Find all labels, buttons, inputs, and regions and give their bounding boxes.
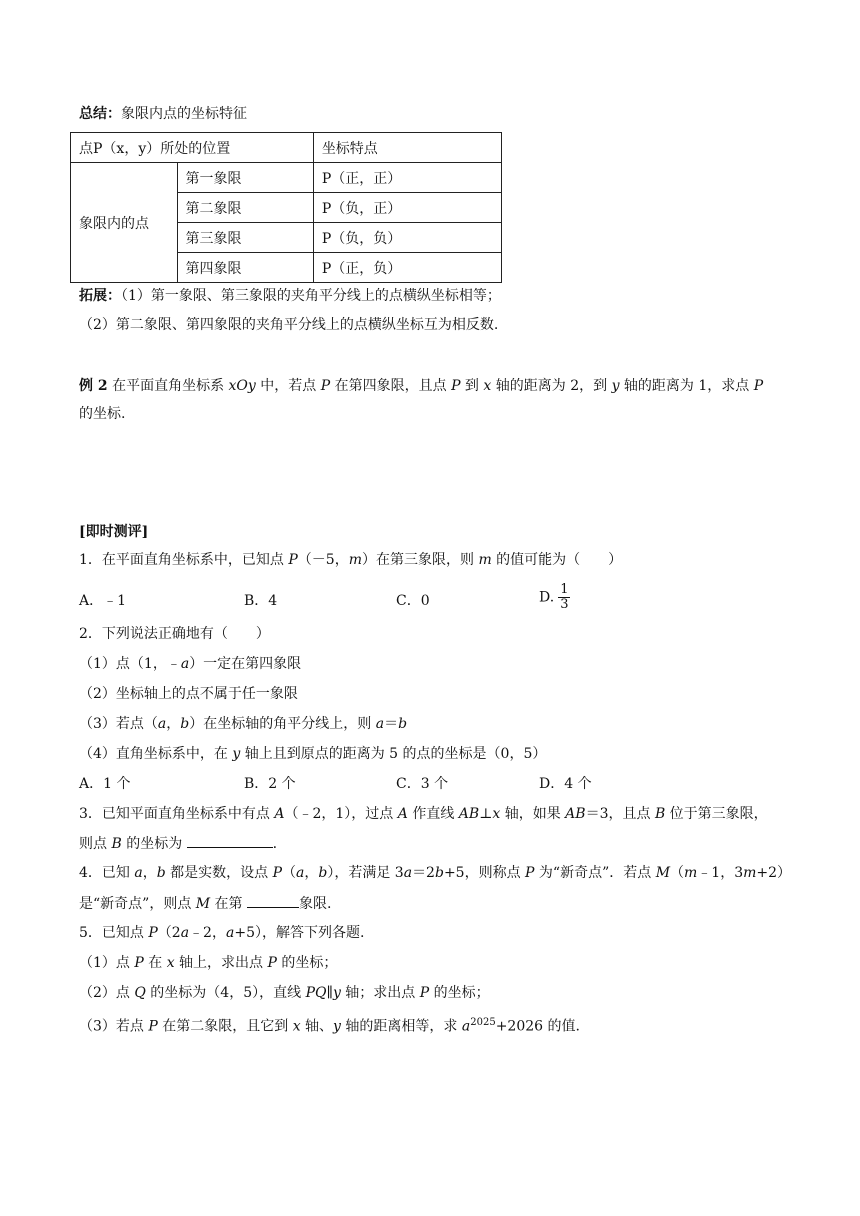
quadrant-sign-table — [70, 132, 502, 283]
math-variable: m — [478, 552, 492, 568]
math-variable: P — [320, 378, 331, 394]
math-variable: AB — [565, 806, 586, 822]
q1-option-b: B．4 — [244, 593, 278, 609]
header-position: 点P（x，y）所处的位置 — [71, 133, 314, 163]
question-3-line-2 — [79, 833, 277, 854]
text-run: 3 — [560, 597, 569, 612]
math-variable: P — [525, 865, 535, 881]
answer-blank — [247, 893, 299, 908]
question-5-stem — [79, 923, 364, 943]
text-run: . — [272, 836, 278, 852]
text-run: 在第二象限，且它到 — [157, 1018, 293, 1035]
feature-cell: P（负，正） — [313, 193, 501, 223]
math-variable: b — [398, 716, 408, 732]
text-run: 轴、 — [300, 1018, 334, 1035]
text-run: （1）第一象限、第三象限的夹角平分线上的点横纵坐标相等； — [121, 288, 501, 304]
math-variable: a — [180, 656, 190, 672]
math-variable: b — [318, 865, 328, 881]
math-variable: P — [148, 1018, 158, 1035]
math-variable: a — [180, 925, 190, 941]
math-variable: P — [272, 865, 283, 881]
math-variable: y — [611, 378, 620, 394]
example2-line-1 — [79, 376, 763, 396]
text-run: （3）若点（ — [79, 716, 158, 732]
math-variable: x — [483, 378, 492, 394]
math-variable: a — [225, 925, 235, 941]
text-run: （3）若点 — [79, 1018, 149, 1035]
text-run: 轴上，求出点 — [174, 955, 268, 971]
text-run: （﹣2，1），过点 — [284, 806, 398, 822]
math-variable: P — [148, 925, 158, 941]
text-run: 2025 — [470, 1017, 496, 1028]
feature-cell: P（正，负） — [313, 253, 501, 283]
text-run: （1）点（1，﹣ — [79, 656, 181, 672]
text-run: （2）点 — [79, 985, 135, 1001]
text-run: ， — [304, 865, 319, 881]
text-run: D. — [539, 589, 555, 606]
math-variable: A — [397, 806, 408, 822]
q2-statement-2: （2）坐标轴上的点不属于任一象限 — [79, 686, 298, 702]
text-run: 的坐标； — [429, 985, 490, 1001]
text-run: （ — [282, 865, 297, 881]
math-variable: m — [348, 552, 362, 568]
math-variable: a — [375, 716, 385, 732]
q1-option-c: C．0 — [396, 593, 430, 609]
text-run: +2） — [756, 865, 792, 881]
text-run: 的值可能为（ ） — [491, 552, 623, 568]
quadrant-cell: 第三象限 — [177, 223, 313, 253]
text-run: ⊥ — [479, 806, 493, 822]
q2-statement-3 — [79, 714, 407, 734]
math-variable: P — [451, 378, 461, 394]
feature-cell: P（正，正） — [313, 163, 501, 193]
text-run: ）在第三象限，则 — [361, 552, 479, 568]
summary-title: 象限内点的坐标特征 — [121, 106, 247, 122]
text-run: +5），解答下列各题. — [234, 925, 365, 941]
q5-part-2 — [79, 983, 490, 1003]
math-variable: B — [111, 836, 122, 852]
text-run: ＝2 — [412, 865, 435, 881]
math-variable: AB — [458, 806, 480, 822]
q1-option-a: A．﹣1 — [79, 593, 127, 609]
summary-label: 总结： — [79, 106, 121, 122]
question-4-line-1 — [79, 863, 791, 883]
text-run: ），若满足 3 — [327, 865, 404, 881]
math-variable: y — [332, 985, 341, 1001]
text-run: 作直线 — [407, 806, 459, 822]
text-run: ）在坐标轴的角平分线上，则 — [189, 716, 376, 732]
quadrant-cell: 第一象限 — [177, 163, 313, 193]
text-run: （2 — [157, 925, 181, 941]
math-variable: M — [195, 896, 211, 912]
math-variable: x — [166, 955, 175, 971]
text-run: 是“新奇点”，则点 — [79, 896, 196, 912]
text-run: 轴上且到原点的距离为 5 的点的坐标是（0，5） — [240, 746, 547, 762]
text-run: 都是实数，设点 — [165, 865, 273, 881]
math-variable: y — [333, 1018, 341, 1035]
quiz-heading: [即时测评] — [79, 524, 149, 540]
table-row — [71, 163, 502, 193]
math-variable: b — [180, 716, 190, 732]
text-run: 在第 — [210, 896, 248, 912]
summary-heading — [79, 104, 247, 124]
answer-blank — [187, 833, 273, 848]
math-variable: M — [655, 865, 671, 881]
text-run: 轴的距离为 1，求点 — [619, 378, 754, 394]
text-run: 位于第三象限， — [665, 806, 768, 822]
text-run: 轴的距离相等，求 — [340, 1018, 462, 1035]
math-variable: P — [267, 955, 277, 971]
text-run: 在 — [143, 955, 167, 971]
text-run: 中，若点 — [255, 378, 321, 394]
text-run: （4）直角坐标系中，在 — [79, 746, 233, 762]
text-run: ∥ — [326, 985, 333, 1001]
math-variable: a — [134, 865, 143, 881]
math-variable: P — [419, 985, 430, 1001]
math-variable: y — [232, 746, 241, 762]
q2-option-c: C．3 个 — [396, 776, 449, 792]
math-variable: xOy — [228, 378, 256, 394]
text-run: （－5， — [297, 552, 349, 568]
text-run: ﹣2， — [189, 925, 226, 941]
example2-line-2: 的坐标. — [79, 406, 126, 422]
text-run: ＝ — [384, 716, 399, 732]
extension-line-2: （2）第二象限、第四象限的夹角平分线上的点横纵坐标互为相反数. — [79, 317, 499, 333]
text-run: 象限. — [299, 896, 332, 912]
math-variable: a — [296, 865, 305, 881]
math-variable: x — [492, 806, 501, 822]
question-1-stem — [79, 550, 622, 570]
math-variable: Q — [134, 985, 146, 1001]
q2-option-d: D．4 个 — [539, 776, 592, 792]
text-run: 在第四象限，且点 — [330, 378, 452, 394]
text-run: ＝3，且点 — [585, 806, 655, 822]
math-variable: P — [288, 552, 298, 568]
text-run: ）一定在第四象限 — [189, 656, 302, 672]
math-variable: b — [434, 865, 444, 881]
q2-option-a: A．1 个 — [79, 776, 131, 792]
text-run: 的坐标； — [276, 955, 338, 971]
text-run: ， — [166, 716, 181, 732]
text-run: 轴，如果 — [500, 806, 566, 822]
q5-part-1 — [79, 953, 337, 973]
question-3-line-1 — [79, 804, 768, 824]
math-variable: P — [753, 378, 764, 394]
math-variable: PQ — [305, 985, 327, 1001]
quadrant-cell: 第二象限 — [177, 193, 313, 223]
math-variable: x — [292, 1018, 301, 1035]
math-variable: B — [654, 806, 666, 822]
q2-option-b: B．2 个 — [244, 776, 296, 792]
text-run: +2026 的值. — [495, 1018, 580, 1035]
extension-line-1 — [79, 286, 501, 306]
text-run: 3．已知平面直角坐标系中有点 — [79, 806, 275, 822]
q1-option-d — [539, 583, 570, 612]
math-variable: b — [156, 865, 166, 881]
text-run: 1 — [560, 582, 569, 597]
table-header-row — [71, 133, 502, 163]
extension-label: 拓展： — [79, 288, 121, 304]
math-variable: m — [743, 865, 757, 881]
question-2-stem: 2．下列说法正确地有（ ） — [79, 626, 270, 642]
math-variable: a — [461, 1018, 471, 1035]
header-feature: 坐标特点 — [313, 133, 501, 163]
text-run: 的坐标为（4，5），直线 — [145, 985, 306, 1001]
math-variable: a — [403, 865, 413, 881]
text-run: 在平面直角坐标系 — [107, 378, 229, 394]
fraction-one-third — [558, 583, 570, 612]
text-run: 轴；求出点 — [340, 985, 420, 1001]
math-variable: a — [157, 716, 167, 732]
text-run: 5．已知点 — [79, 925, 149, 941]
group-label: 象限内的点 — [71, 163, 178, 283]
q2-statement-4 — [79, 744, 546, 764]
text-run: 1．在平面直角坐标系中，已知点 — [79, 552, 289, 568]
text-run: +5，则称点 — [443, 865, 526, 881]
text-run: 4．已知 — [79, 865, 135, 881]
text-run: （1）点 — [79, 955, 135, 971]
text-run: 的坐标为 — [121, 836, 187, 852]
text-run: （ — [670, 865, 685, 881]
text-run: ， — [142, 865, 157, 881]
q5-part-3 — [79, 1013, 580, 1037]
q2-statement-1 — [79, 654, 301, 674]
text-run: 为“新奇点”．若点 — [534, 865, 656, 881]
text-run: 轴的距离为 2，到 — [491, 378, 612, 394]
text-run: 则点 — [79, 836, 112, 852]
math-variable: A — [274, 806, 285, 822]
feature-cell: P（负，负） — [313, 223, 501, 253]
question-4-line-2 — [79, 893, 331, 914]
math-variable: m — [684, 865, 698, 881]
text-run: 到 — [460, 378, 484, 394]
quadrant-cell: 第四象限 — [177, 253, 313, 283]
text-run: ﹣1，3 — [697, 865, 744, 881]
example2-label: 例 2 — [79, 378, 108, 394]
math-variable: P — [134, 955, 144, 971]
